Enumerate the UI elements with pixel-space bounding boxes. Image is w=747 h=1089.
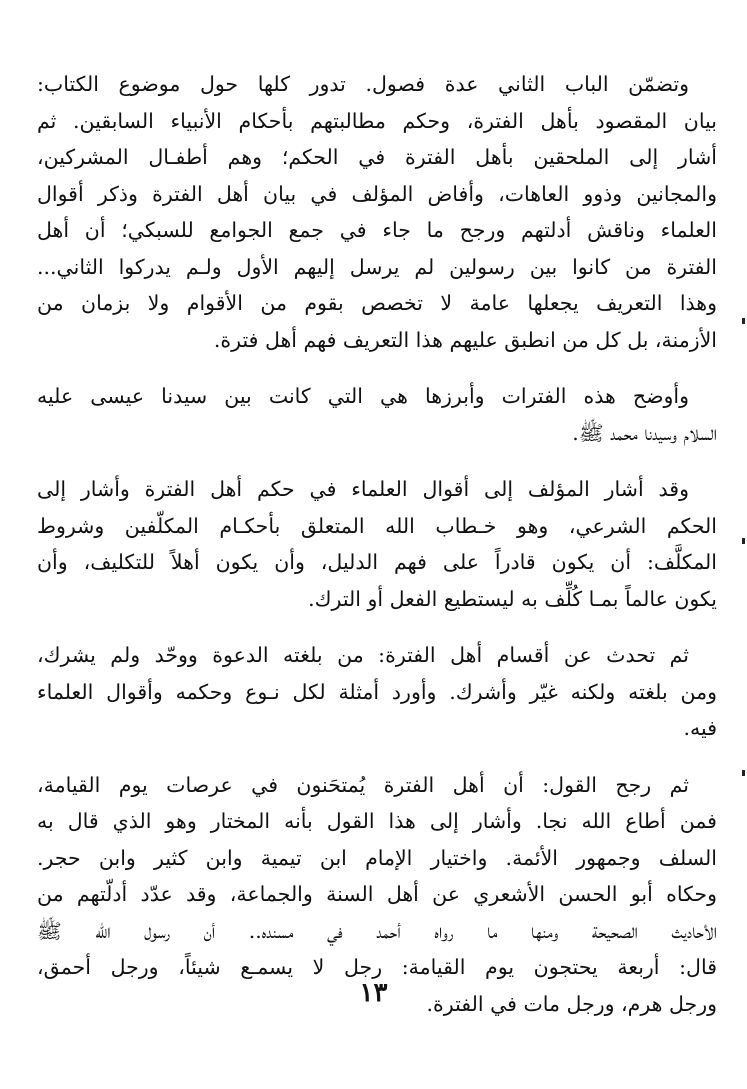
paragraph-line: وأوضح هذه الفترات وأبرزها هي التي كانت بين سيدنا عيسى عليه <box>37 384 689 408</box>
margin-mark <box>742 770 745 776</box>
paragraph-line: الأحاديث الصحيحة ومنها ما رواه أحمد في مسنده.. أن رسول الله ﷺ <box>37 918 717 943</box>
paragraph-line: ورجل هرم، ورجل مات في الفترة. <box>426 991 717 1016</box>
paragraph-line: الفترة من كانوا بين رسولين لم يرسل إليهم الأول ولـم يدركوا الثاني... <box>37 254 717 279</box>
paragraph-line: بيان المقصود بأهل الفترة، وحكم مطالبتهم بأحكام الأنبياء السابقين. ثم <box>37 108 717 133</box>
paragraph-line: أشار إلى الملحقين بأهل الفترة في الحكم؛ وهم أطفـال المشركين، <box>37 145 717 169</box>
paragraph-1 <box>37 66 717 358</box>
paragraph-line: ومن بلغته ولكنه غيّر وأشرك. وأورد أمثلة لكل نـوع وحكمه وأقوال العلماء <box>37 679 717 704</box>
margin-mark <box>742 538 745 544</box>
paragraph-line: فيه. <box>683 716 717 740</box>
margin-mark <box>742 318 745 324</box>
paragraph-line: الحكم الشرعي، وهو خـطاب الله المتعلق بأحكـام المكلّفين وشروط <box>37 513 717 538</box>
paragraph-line: قال: أربعة يحتجون يوم القيامة: رجل لا يسمـع شيئاً، ورجل أحمق، <box>37 955 717 979</box>
paragraph-2 <box>37 378 717 451</box>
paragraph-line: يكون عالماً بمـا كُلِّف به ليستطيع الفعل أو الترك. <box>308 586 717 611</box>
paragraph-4 <box>37 637 717 747</box>
paragraph-line: والمجانين وذوو العاهات، وأفاض المؤلف في بيان أهل الفترة وذكر أقوال <box>37 181 717 206</box>
paragraph-line: السلف وجمهور الأئمة. واختيار الإمام ابن تيمية وابن كثير وابن حجر. <box>37 845 717 870</box>
page-content <box>37 66 717 1042</box>
paragraph-line: السلام وسيدنا محمد ﷺ. <box>572 420 717 445</box>
paragraph-line: وحكاه أبو الحسن الأشعري عن أهل السنة والجماعة، وقد عدّد أدلّتهم من <box>37 882 717 906</box>
paragraph-3 <box>37 471 717 617</box>
paragraph-line: وقد أشار المؤلف إلى أقوال العلماء في حكم أهل الفترة وأشار إلى <box>37 477 689 501</box>
paragraph-line: وتضمّن الباب الثاني عدة فصول. تدور كلها حول موضوع الكتاب: <box>37 72 689 96</box>
paragraph-line: الأزمنة، بل كل من انطبق عليهم هذا التعريف فهم أهل فترة. <box>213 327 717 352</box>
paragraph-line: ثم رجح القول: أن أهل الفترة يُمتحَنون في عرصات يوم القيامة، <box>37 772 689 797</box>
paragraph-line: وهذا التعريف يجعلها عامة لا تخصص بقوم من الأقوام ولا بزمان من <box>37 291 717 315</box>
paragraph-line: العلماء وناقش أدلتهم ورجح ما جاء في جمع الجوامع للسبكي؛ أن أهل <box>37 218 717 242</box>
paragraph-line: المكلَّف: أن يكون قادراً على فهم الدليل، وأن يكون أهلاً للتكليف، وأن <box>37 550 717 574</box>
paragraph-line: فمن أطاع الله نجا. وأشار إلى هذا القول بأنه المختار وهو الذي قال به <box>37 809 717 833</box>
page-number: ١٣ <box>359 978 388 1008</box>
paragraph-line: ثم تحدث عن أقسام أهل الفترة: من بلغته الدعوة ووحّد ولم يشرك، <box>37 643 689 667</box>
